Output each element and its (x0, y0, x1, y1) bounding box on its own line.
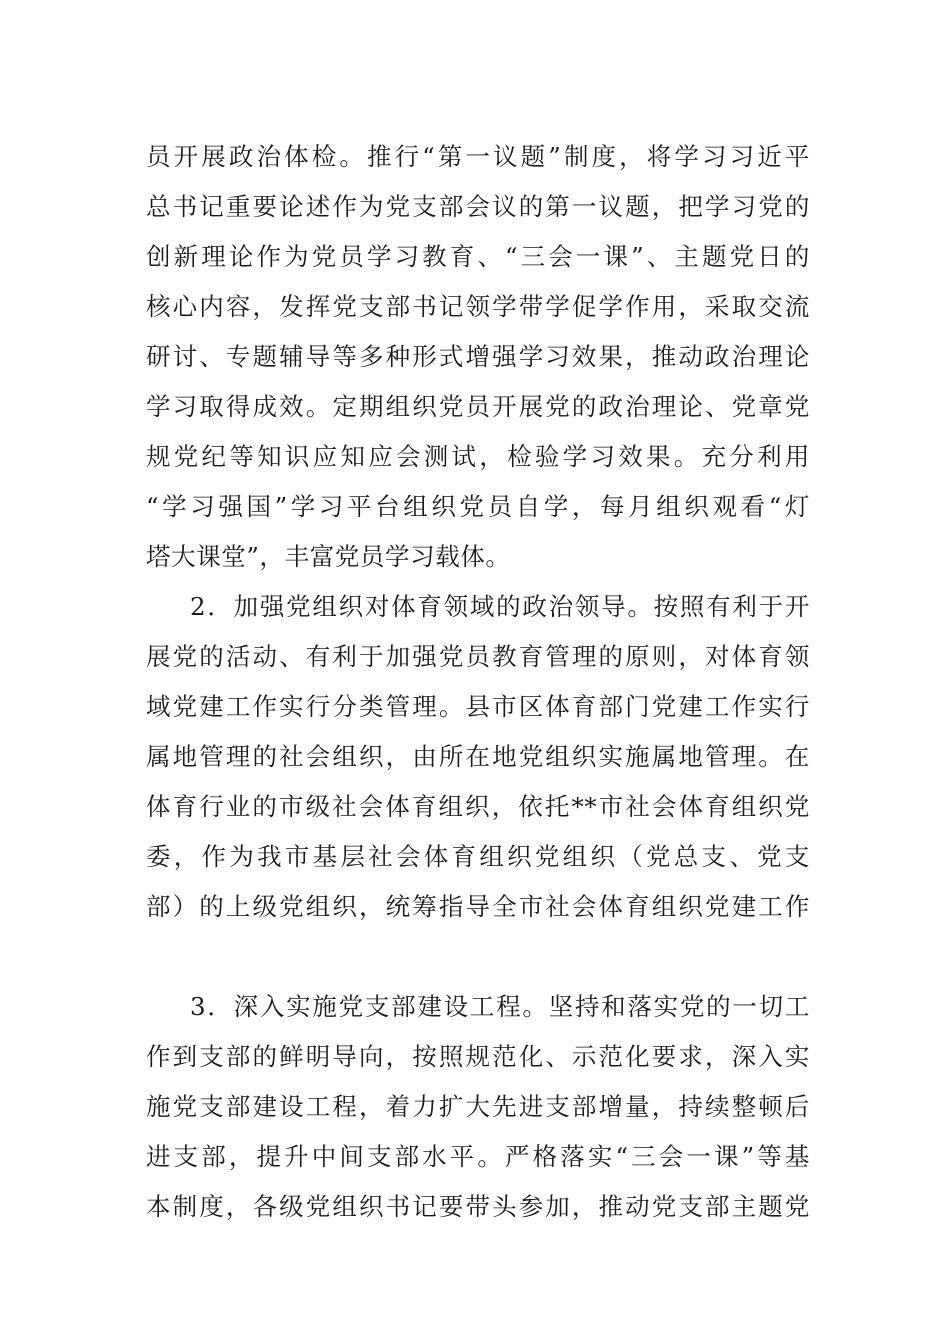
paragraph-line: 创新理论作为党员学习教育、“三会一课”、主题党日的 (146, 242, 810, 271)
paragraph-line: 部）的上级党组织，统筹指导全市社会体育组织党建工作 (146, 892, 810, 921)
paragraph-line: 2．加强党组织对体育领域的政治领导。按照有利于开 (190, 592, 810, 621)
paragraph-line: 员开展政治体检。推行“第一议题”制度，将学习习近平 (146, 142, 810, 171)
paragraph-line: 塔大课堂”，丰富党员学习载体。 (146, 542, 511, 571)
paragraph-line: 委，作为我市基层社会体育组织党组织（党总支、党支 (146, 842, 810, 871)
paragraph-line: 总书记重要论述作为党支部会议的第一议题，把学习党的 (146, 192, 810, 221)
paragraph-line: 研讨、专题辅导等多种形式增强学习效果，推动政治理论 (146, 342, 810, 371)
paragraph-line: 进支部，提升中间支部水平。严格落实“三会一课”等基 (146, 1142, 810, 1171)
paragraph-line: 学习取得成效。定期组织党员开展党的政治理论、党章党 (146, 392, 810, 421)
paragraph-line: 3．深入实施党支部建设工程。坚持和落实党的一切工 (190, 992, 810, 1021)
paragraph-line: 作到支部的鲜明导向，按照规范化、示范化要求，深入实 (146, 1042, 810, 1071)
paragraph-line: 展党的活动、有利于加强党员教育管理的原则，对体育领 (146, 642, 810, 671)
paragraph-line: “学习强国”学习平台组织党员自学，每月组织观看“灯 (146, 492, 810, 521)
paragraph-line: 施党支部建设工程，着力扩大先进支部增量，持续整顿后 (146, 1092, 810, 1121)
paragraph-line: 域党建工作实行分类管理。县市区体育部门党建工作实行 (146, 692, 810, 721)
paragraph-line: 属地管理的社会组织，由所在地党组织实施属地管理。在 (146, 742, 810, 771)
paragraph-line: 核心内容，发挥党支部书记领学带学促学作用，采取交流 (146, 292, 810, 321)
paragraph-line: 本制度，各级党组织书记要带头参加，推动党支部主题党 (146, 1192, 810, 1221)
paragraph-line: 体育行业的市级社会体育组织，依托**市社会体育组织党 (146, 792, 810, 821)
paragraph-line: 规党纪等知识应知应会测试，检验学习效果。充分利用 (146, 442, 810, 471)
